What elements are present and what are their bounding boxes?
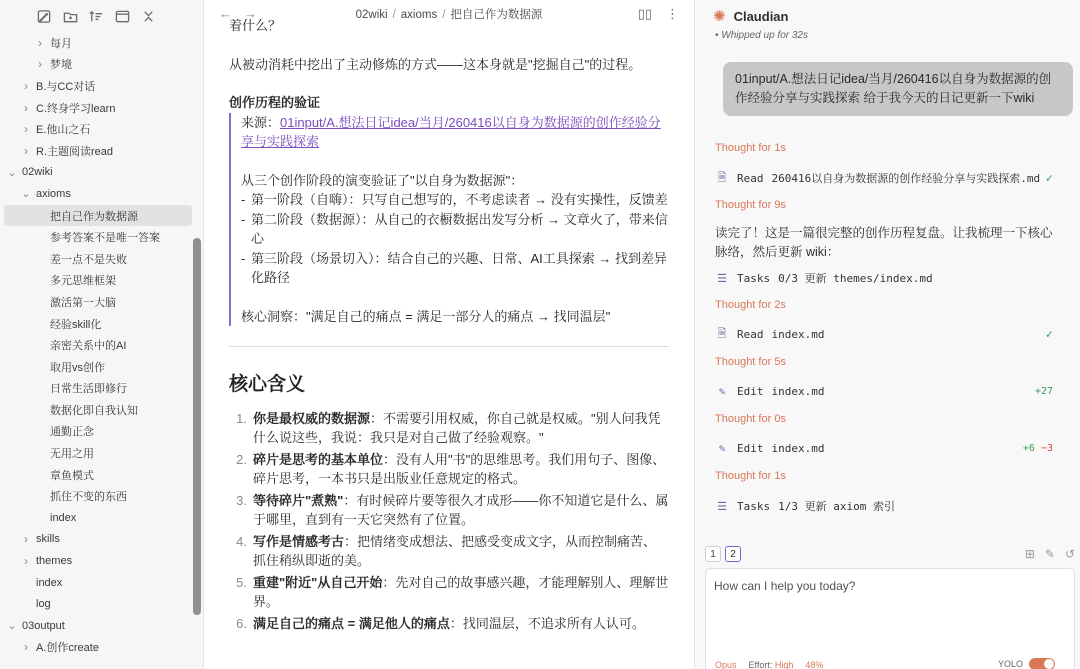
tool-name: Tasks (737, 499, 771, 513)
edit-icon: ✎ (718, 384, 726, 398)
sidebar-item-label: skills (36, 533, 60, 546)
stage-item: - 第一阶段（自嗨）：只写自己想写的，不考虑读者 → 没有实操性，反馈差 (241, 190, 669, 210)
model-selector[interactable]: Opus (715, 660, 737, 669)
effort-selector[interactable]: High (774, 660, 794, 669)
list-item-title: 等待碎片"煮熟" (253, 492, 344, 508)
conversation-tab[interactable]: 2 (725, 546, 741, 562)
sidebar-item-label: 激活第一大脑 (50, 296, 116, 309)
file-explorer-sidebar (0, 0, 204, 669)
sidebar-item-label: 经验skill化 (50, 318, 102, 331)
new-tab-icon[interactable]: ⊞ (1024, 547, 1035, 561)
thought-duration[interactable]: Thought for 0s (715, 413, 786, 425)
sidebar-item-label: 梦境 (50, 59, 72, 72)
sidebar-toolbar (0, 0, 203, 32)
list-item-title: 写作是情感考古 (253, 533, 345, 549)
elapsed-note: • Whipped up for 32s (715, 30, 808, 41)
breadcrumb-item[interactable]: 02wiki (355, 9, 388, 21)
sidebar-item[interactable] (0, 637, 203, 659)
context-usage: 48% (805, 660, 824, 669)
tool-argument: 1/3 更新 axiom 索引 (778, 500, 895, 513)
new-chat-icon[interactable]: ✎ (1044, 547, 1055, 561)
chevron-right-icon[interactable]: › (24, 640, 28, 655)
source-prefix: 来源： (241, 114, 281, 130)
verification-quote (229, 113, 669, 327)
sidebar-item-label: index (36, 576, 63, 589)
lines-removed: −3 (1040, 442, 1053, 454)
sort-icon[interactable] (88, 8, 104, 24)
chat-title: Claudian (733, 8, 789, 24)
chevron-down-icon[interactable]: ⌄ (21, 188, 31, 201)
conversation-tabs (705, 545, 1075, 563)
stage-text: 第一阶段（自嗨）：只写自己想写的，不考虑读者 → 没有实操性，反馈差 (251, 192, 668, 207)
sidebar-item[interactable] (0, 248, 203, 270)
chevron-right-icon[interactable]: › (24, 122, 28, 137)
sidebar-item[interactable] (0, 270, 203, 292)
sidebar-item-label: E.他山之石 (36, 124, 91, 137)
chevron-down-icon[interactable]: ⌄ (7, 620, 17, 633)
stage-item: - 第三阶段（场景切入）：结合自己的兴趣、日常、AI工具探索 → 找到差异化路径 (241, 249, 669, 288)
list-item-text: ：把情绪变成想法、把感受变成文字，从而控制痛苦、抓住稍纵即逝的美。 (253, 533, 657, 568)
chevron-right-icon[interactable]: › (38, 35, 42, 50)
sidebar-item-label: log (36, 598, 51, 611)
tool-call-row[interactable] (715, 327, 1065, 341)
list-item-text: ：不需要引用权威，你自己就是权威。"别人问我凭什么说这些，我说：我只是对自己做了经验观察。" (253, 410, 661, 445)
yolo-toggle[interactable] (1029, 658, 1055, 669)
file-icon: 🗎 (717, 170, 727, 184)
editor-pane (205, 0, 693, 669)
paragraph: 从被动消耗中挖出了主动修炼的方式——这本身就是"挖掘自己"的过程。 (229, 56, 642, 72)
sidebar-item-label: 差一点不是失败 (50, 253, 127, 266)
tool-argument: 0/3 更新 themes/index.md (778, 272, 933, 285)
sidebar-item-label: 02wiki (22, 166, 53, 179)
sidebar-item[interactable] (0, 140, 203, 162)
tool-argument: index.md (771, 384, 825, 398)
section-heading: 核心含义 (229, 374, 306, 395)
divider (229, 346, 669, 347)
sidebar-item-label: 03output (22, 619, 65, 632)
sidebar-item[interactable] (0, 378, 203, 400)
file-icon: 🗎 (717, 326, 727, 340)
chevron-right-icon[interactable]: › (24, 554, 28, 569)
list-item (229, 532, 669, 571)
tool-call-row[interactable] (715, 441, 1065, 455)
sidebar-item[interactable] (0, 226, 203, 248)
history-icon[interactable]: ↺ (1064, 547, 1075, 561)
list-number: 5. (236, 574, 247, 590)
sidebar-item[interactable] (0, 550, 203, 572)
sidebar-item-label: 参考答案不是唯一答案 (50, 232, 160, 245)
sidebar-item-label: themes (36, 555, 73, 568)
sidebar-item[interactable] (0, 118, 203, 140)
user-message: 01input/A.想法日记idea/当月/260416以自身为数据源的创作经验分享与实践探索 给于我今天的日记更新一下wiki (723, 62, 1073, 116)
diff-stats (1023, 443, 1053, 454)
chat-input-box (705, 568, 1075, 669)
sidebar-item-label: 取用vs创作 (50, 361, 105, 374)
verify-intro: 从三个创作阶段的演变验证了"以自身为数据源"： (241, 172, 524, 188)
sidebar-item[interactable] (0, 507, 203, 529)
core-insight: 核心洞察："满足自己的痛点 = 满足一部分人的痛点 → 找同温层" (241, 308, 611, 324)
sidebar-item[interactable] (0, 183, 203, 205)
stage-text: 第二阶段（数据源）：从自己的衣橱数据出发写分析 → 文章火了，带来信心 (251, 211, 668, 246)
sidebar-item-label: 数据化即自我认知 (50, 404, 138, 417)
sidebar-item-label: R.主题阅读read (36, 145, 114, 158)
thought-duration[interactable]: Thought for 1s (715, 142, 786, 154)
tasks-icon: ☰ (717, 271, 727, 285)
chevron-right-icon[interactable]: › (24, 100, 28, 115)
sidebar-item[interactable] (0, 421, 203, 443)
more-options-icon[interactable]: ⋮ (666, 6, 679, 21)
tool-name: Edit (737, 384, 764, 398)
meaning-list (229, 409, 669, 634)
tool-argument: 260416以自身为数据源的创作经验分享与实践探索.md (771, 172, 1041, 185)
lines-added: +6 (1022, 442, 1035, 454)
sidebar-item-label: 章鱼模式 (50, 469, 94, 482)
sidebar-item-label: B.与CC对话 (36, 80, 96, 93)
sidebar-item[interactable] (0, 32, 203, 54)
list-item (229, 450, 669, 489)
sidebar-item-label: C.终身学习learn (36, 102, 116, 115)
thought-duration[interactable]: Thought for 9s (715, 199, 786, 211)
lines-added: +27 (1034, 385, 1053, 397)
list-number: 2. (236, 451, 247, 467)
list-item (229, 491, 669, 530)
sidebar-item[interactable] (0, 97, 203, 119)
sidebar-item-label: 每月 (50, 37, 72, 50)
sidebar-item[interactable] (0, 399, 203, 421)
chat-header (695, 0, 1080, 32)
sidebar-item-label: A.创作create (36, 642, 99, 655)
auto-reveal-icon[interactable] (140, 8, 156, 24)
conversation-tab[interactable]: 1 (705, 546, 721, 562)
thought-duration[interactable]: Thought for 1s (715, 470, 786, 482)
list-item-text: ：先对自己的故事感兴趣，才能理解别人、理解世界。 (253, 574, 669, 609)
tool-call-row[interactable] (715, 170, 1065, 186)
list-item-title: 重建"附近"从自己开始 (253, 574, 383, 590)
section-label: 创作历程的验证 (229, 95, 321, 110)
stage-text: 第三阶段（场景切入）：结合自己的兴趣、日常、AI工具探索 → 找到差异化路径 (251, 250, 668, 285)
sidebar-item-label: 多元思维框架 (50, 275, 116, 288)
tool-name: Tasks (737, 271, 771, 285)
success-check-icon: ✓ (1045, 171, 1053, 185)
sidebar-item[interactable] (0, 529, 203, 551)
effort-label: Effort: (748, 660, 773, 669)
sidebar-item[interactable] (0, 313, 203, 335)
sidebar-item[interactable] (0, 356, 203, 378)
breadcrumb-item[interactable]: 把自己作为数据源 (450, 9, 543, 21)
tool-argument: index.md (771, 327, 825, 341)
sidebar-item[interactable] (0, 54, 203, 76)
forward-arrow-icon[interactable]: → (244, 6, 257, 21)
sidebar-item[interactable] (0, 75, 203, 97)
list-number: 6. (236, 615, 247, 631)
tool-name: Read (737, 171, 764, 185)
chevron-down-icon[interactable]: ⌄ (7, 166, 17, 179)
list-item-title: 碎片是思考的基本单位 (253, 451, 384, 467)
tool-name: Read (737, 327, 764, 341)
file-tree (0, 32, 203, 658)
stage-item: - 第二阶段（数据源）：从自己的衣橱数据出发写分析 → 文章火了，带来信心 (241, 210, 669, 249)
sidebar-item[interactable] (0, 162, 203, 184)
assistant-reply: 读完了！这是一篇很完整的创作历程复盘。让我梳理一下核心脉络，然后更新 wiki： (715, 226, 1053, 259)
source-link[interactable]: 01input/A.想法日记idea/当月/260416以自身为数据源的创作经验分享与实践探索 (241, 114, 661, 149)
chevron-right-icon[interactable]: › (38, 57, 42, 72)
sidebar-item[interactable] (0, 615, 203, 637)
list-number: 3. (236, 492, 247, 508)
sidebar-item-label: 亲密关系中的AI (50, 340, 127, 353)
chevron-right-icon[interactable]: › (24, 78, 28, 93)
model-bar (715, 660, 1055, 669)
collapse-all-icon[interactable] (114, 8, 130, 24)
list-item-title: 你是最权威的数据源 (253, 410, 371, 426)
list-item-text: ：没有人用"书"的思维思考。我们用句子、图像、碎片思考，一本书只是出版业任意规定的格式。 (253, 451, 666, 486)
list-number: 4. (236, 533, 247, 549)
sidebar-item[interactable] (0, 334, 203, 356)
list-item-title: 满足自己的痛点 = 满足他人的痛点 (253, 615, 450, 631)
list-item (229, 573, 669, 612)
tool-argument: index.md (771, 441, 825, 455)
list-item-text: ：有时候碎片要等很久才成形——你不知道它是什么、属于哪里，直到有一天它突然有了位置。 (253, 492, 669, 527)
reading-view-icon[interactable]: ▯▯ (637, 6, 652, 21)
breadcrumb: 02wiki / axioms / 把自己作为数据源 (355, 9, 543, 21)
list-item-text: ：找同温层，不追求所有人认可。 (449, 615, 645, 631)
sidebar-item-label: axioms (36, 187, 71, 200)
success-check-icon: ✓ (1045, 327, 1053, 341)
stage-list (241, 190, 669, 288)
claudian-logo-icon: ✺ (713, 8, 726, 25)
list-item (229, 409, 669, 448)
cut-off-line: 着什么？ (229, 18, 282, 33)
diff-stats (1035, 386, 1053, 397)
back-arrow-icon[interactable]: ← (219, 6, 232, 21)
sidebar-item-label: 把自己作为数据源 (50, 210, 138, 223)
sidebar-item[interactable] (0, 291, 203, 313)
chevron-right-icon[interactable]: › (24, 532, 28, 547)
sidebar-item-label: 抓住不变的东西 (50, 491, 127, 504)
edit-icon: ✎ (718, 441, 726, 455)
sidebar-item[interactable] (0, 485, 203, 507)
sidebar-item-label: 通勤正念 (50, 426, 94, 439)
sidebar-item-label: 无用之用 (50, 448, 94, 461)
tool-name: Edit (737, 441, 764, 455)
new-note-icon[interactable] (36, 8, 52, 24)
list-number: 1. (236, 410, 247, 426)
thought-duration[interactable]: Thought for 5s (715, 356, 786, 368)
tasks-icon: ☰ (717, 499, 727, 513)
new-folder-icon[interactable] (62, 8, 78, 24)
sidebar-item[interactable] (0, 572, 203, 594)
chevron-right-icon[interactable]: › (24, 143, 28, 158)
thought-duration[interactable]: Thought for 2s (715, 299, 786, 311)
sidebar-item-label: 日常生活即修行 (50, 383, 127, 396)
tool-call-row[interactable] (715, 384, 1065, 398)
yolo-label: YOLO (997, 659, 1023, 669)
sidebar-item[interactable] (0, 442, 203, 464)
tool-call-row[interactable] (715, 498, 1065, 514)
note-content (229, 20, 669, 635)
sidebar-item[interactable] (0, 464, 203, 486)
claudian-panel (694, 0, 1080, 669)
list-item (229, 614, 669, 634)
chat-input[interactable] (706, 569, 1074, 649)
sidebar-item[interactable] (4, 205, 192, 227)
sidebar-item-label: index (50, 511, 77, 524)
breadcrumb-item[interactable]: axioms (400, 9, 438, 21)
sidebar-scrollbar[interactable] (193, 238, 201, 615)
sidebar-item[interactable] (0, 593, 203, 615)
tool-call-row[interactable] (715, 270, 1065, 286)
